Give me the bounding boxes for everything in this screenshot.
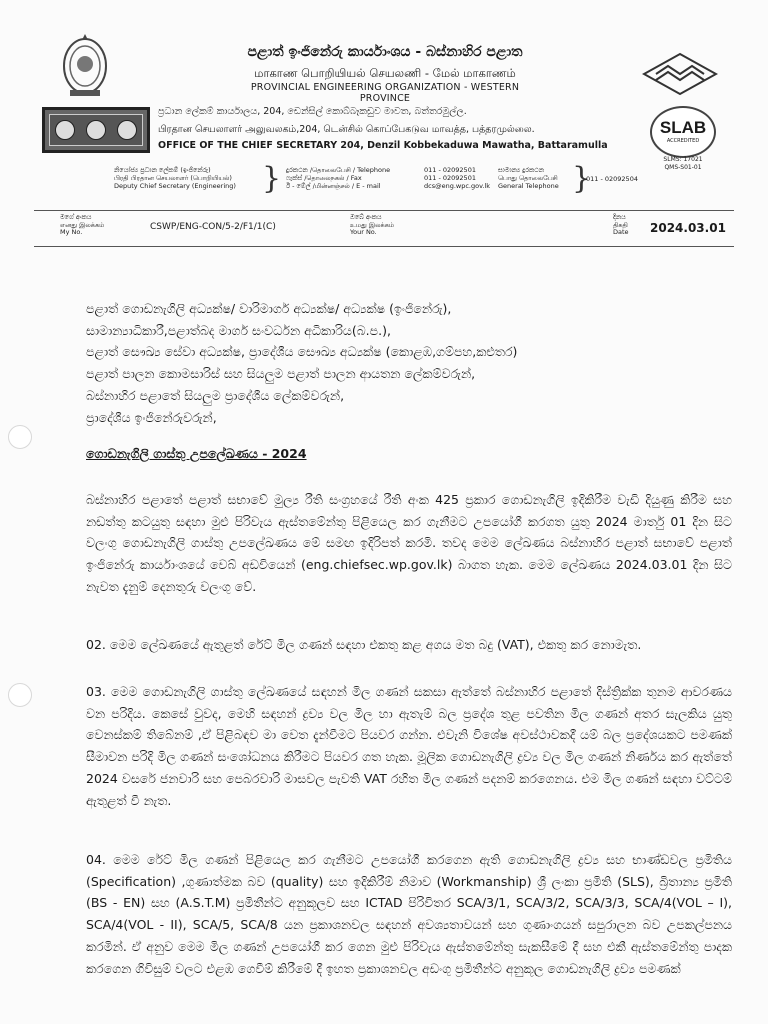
slab-code: SLMS: 17021 QMS-S01-01 [663, 156, 703, 171]
your-no-label: ඔබේ අංකය உமது இலக்கம் Your No. [350, 213, 395, 236]
addressee-line: පළාත් සෞඛ්‍ය සේවා අධ්‍යක්ෂ, ප්‍රාදේශීය සෞඛ්‍ය අධ්‍යක්ෂ (කොළඹ,ගම්පහ,කළුතර) [86, 344, 518, 360]
address-english: OFFICE OF THE CHIEF SECRETARY 204, Denzil Kobbekaduwa Mawatha, Battaramulla [158, 140, 608, 151]
paragraph-03: 03. මෙම ගොඩනැගිලි ගාස්තු ලේඛණයේ සඳහන් මිල ගණන් සකසා ඇත්තේ බස්නාහිර පළාතේ දිස්ත්‍රික්ක තුනම ආවරණය වන පරිදිය. කෙසේ වුවද, මෙහි සඳහන් ද්‍රව්‍ය වල මිල හා ඇතැම් බල ප්‍රදේශ තුළ පවතින මිල ගණන් අතර සැලකිය යුතු වෙනස්කම් තිබේනම් ,ඒ පිළිබඳව මා වෙත දැන්වීමට පියවර ගන්න. එවැනි විශේෂ අවස්ථාවකදී යම් බල ප්‍රදේශයකට පමණක් සීමාවන පරිදි මිල ගණන් සංශෝධනය කිරීමට පියවර ගත හැක. මූලික ගොඩනැගිලි ද්‍රව්‍ය වල මිල ගණන් නිර්ණය කර ඇත්තේ 2024 වසරේ ජනවාරි සහ පෙබරවාරි මාසවල පැවති VAT රහිත මිල ගණන් පදනම් කරගෙනය. එම මිල ගණන් සඳහා වට්ටම් ඇතුළත් වී නැත. [86, 684, 732, 808]
paragraph-04: 04. මෙම රේට් මිල ගණන් පිළියෙල කර ගැනීමට උපයෝගී කරගෙන ඇති ගොඩනැගිලි ද්‍රව්‍ය සහ භාණ්ඩවල ප්‍රමිතිය (Specification) ,ගුණාත්මක බව (quality) සහ ඉදිකිරීම් නිමාව (Workmanship) ශ්‍රී ලංකා ප්‍රමිති (SLS), බ්‍රිතාන්‍ය ප්‍රමිති (BS - EN) සහ (A.S.T.M) ප්‍රමිතීන්ට අනුකූලව සහ ICTAD පිරිවිතර SCA/3/1, SCA/3/2, SCA/3/3, SCA/4(VOL – I), SCA/4(VOL - II), SCA/5, SCA/8 යන ප්‍රකාශනවල සඳහන් අවශ්‍යතාවයන් සහ ගුණාංගයන් සපුරාලන බව උපකල්පනය කරමින්. ඒ අනුව මෙම මිල ගණන් උපයෝගී කර ගෙන මුළු පිරිවැය ඇස්තමේන්තු සැකසීමේ දී සහ එකී ඇස්තමේන්තු පාදක කරගෙන ගිවිසුම් වලට එළඹ ගෙවීම් කිරීමේ දී ඉහත ප්‍රකාශනවල අඩංගු ප්‍රමිතීන්ට අනුකූල ගොඩනැගිලි ද්‍රව්‍ය පමණක් [86, 852, 732, 976]
addressee-line: පළාත් පාලන කොමසාරිස් සහ සියලුම පළාත් පාලන ආයතන ලේකම්වරුන්, [86, 366, 476, 382]
general-telephone-value: 011 - 02092504 [586, 175, 638, 183]
designation-block: නියෝජ්‍ය ප්‍රධාන ලේකම් (ඉංජිනේරු) பிரதி பிரதான செயலாளர் (பொறியியல்) Deputy Chief Secretary (Engineering) [114, 166, 236, 190]
org-name-tamil: மாகாண பொறியியல் செயலணி - மேல் மாகாணம் [254, 66, 516, 80]
address-sinhala: ප්‍රධාන ලේකම් කාර්යාලය, 204, ඩෙන්සිල් කොබ්බෑකඩුව මාවත, බත්තරමුල්ල. [158, 106, 467, 117]
addressee-line: ප්‍රාදේශීය ඉංජිනේරුවරුන්, [86, 409, 217, 425]
contact-labels: දුරකථන /தொலைபேசி / Telephone ෆැක්ස් /தொலைநகல் / Fax ඊ - මේල් /மின்னஞ்சல் / E - mail [286, 166, 391, 190]
addressee-line: පළාත් ගොඩනැගිලි අධ්‍යක්ෂ/ වාරිමාර්ග අධ්‍යක්ෂ/ අධ්‍යක්ෂ (ඉංජිනේරු), [86, 301, 452, 316]
slab-logo-text: SLAB [659, 118, 707, 137]
reference-bottom-rule [34, 246, 734, 247]
my-no-value: CSWP/ENG-CON/5-2/F1/1(C) [150, 222, 276, 232]
brace-divider: } [262, 161, 282, 196]
certification-logo-icon [642, 52, 718, 96]
sri-lanka-emblem-icon [60, 30, 110, 100]
date-label: දිනය திகதி Date [613, 213, 629, 236]
my-no-label: මගේ අංකය எனது இலக்கம் My No. [60, 213, 105, 236]
paragraph-intro: බස්නාහිර පළාතේ පළාත් සභාවේ මුල්‍ය රීති සංග්‍රහයේ රීති අංක 425 ප්‍රකාර ගොඩනැගිලි ඉදිකිරීම වැඩි දියුණු කිරීම සහ නඩත්තු කටයුතු සඳහා මුළු පිරිවැය ඇස්තමේන්තු පිළියෙල කර ගැනීමට උපයෝගී කරගත යුතු 2024 මාර්තු 01 දින සිට වලංගු ගොඩනැගිලි ගාස්තු උපලේඛණය මේ සමඟ ඉදිරිපත් කරමි. තවද මෙම ලේඛණය බස්නාහිර පළාත් සභාවේ පළාත් ඉංජිනේරු කාර්යාංශයේ වෙබ් අඩවියෙන් (eng.chiefsec.wp.gov.lk) බාගත හැක. මෙම ලේඛණය 2024.03.01 දින සිට නැවත දැනුම් දෙනතුරු වලංගු වේ. [86, 492, 732, 594]
org-name-sinhala: පළාත් ඉංජිනේරු කාර්යාංශය - බස්නාහිර පළාත [247, 44, 523, 60]
brace-divider: } [572, 161, 592, 196]
slab-logo-subtext: ACCREDITED [666, 138, 700, 144]
punch-hole [8, 683, 32, 707]
addressee-line: සාමාන්‍යාධිකාරී,පළාත්බද මාර්ග සංවර්ධන අධිකාරිය(බ.ප.), [86, 322, 391, 338]
reference-top-rule [34, 210, 734, 211]
addressee-line: බස්නාහිර පළාතේ සියලුම ප්‍රාදේශීය ලේකම්වරුන්, [86, 387, 345, 403]
punch-hole [8, 425, 32, 449]
letter-subject: ගොඩනැගිලි ගාස්තු උපලේඛණය - 2024 [86, 446, 307, 461]
address-tamil: பிரதான செயலாளர் அலுவலகம்,204, டென்சில் கொப்பேகடுவ மாவத்த, பத்தரமுல்லை. [158, 124, 535, 135]
org-name-english: PROVINCIAL ENGINEERING ORGANIZATION - WESTERN PROVINCE [250, 82, 520, 104]
addressee-list [86, 298, 517, 428]
emblem-seal-box [42, 107, 150, 153]
slab-accreditation-logo [650, 106, 716, 158]
contact-values: 011 - 02092501 011 - 02092501 dcs@eng.wpc.gov.lk [424, 166, 491, 190]
general-telephone-label: සාමාන්‍ය දුරකථන பொது தொலைபேசி General Telephone [498, 166, 559, 190]
paragraph-02: 02. මෙම ලේඛණයේ ඇතුළත් රේට් මිල ගණන් සඳහා එකතු කළ අගය මත බදු (VAT), එකතු කර නොමැත. [86, 637, 642, 652]
date-value: 2024.03.01 [650, 221, 726, 235]
